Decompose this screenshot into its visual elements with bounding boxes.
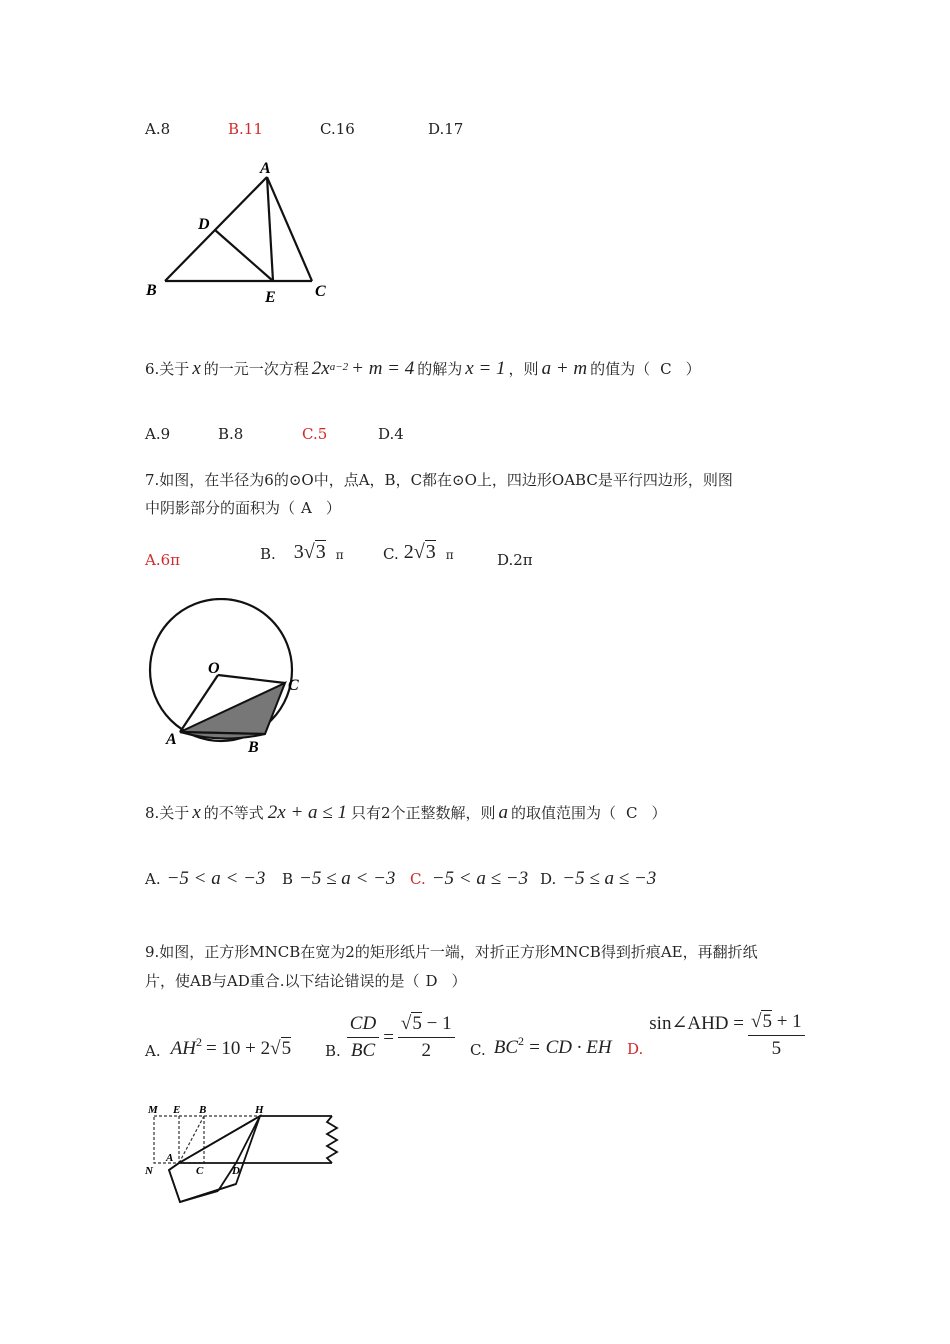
q7-line2-text: 中阴影部分的面积为（ <box>145 499 296 517</box>
q8-option-d-expr: −5 ≤ a ≤ −3 <box>562 868 657 889</box>
q7-option-c-radicand: 3 <box>425 541 436 563</box>
q9-answer: D <box>425 972 438 990</box>
q8-option-d-label: D. <box>540 870 557 888</box>
q6-var-x: x <box>192 358 201 379</box>
q5-option-a: A.8 <box>145 120 171 138</box>
q9-option-a-radicand: 5 <box>281 1038 292 1059</box>
q7-option-d: D.2π <box>497 551 533 569</box>
q7-label-o: O <box>208 660 220 677</box>
q6-stem <box>145 358 701 380</box>
q9-label-h: H <box>255 1104 264 1116</box>
q7-option-c <box>383 540 454 564</box>
q8-inequality: 2x + a ≤ 1 <box>267 802 347 823</box>
q8-prefix: 8.关于 <box>145 804 190 822</box>
q9-option-d-rhs-frac <box>748 1011 805 1060</box>
q6-equation-tail: + m = 4 <box>351 358 415 379</box>
q9-option-b-rnum: √5 − 1 <box>398 1013 455 1038</box>
q6-expr: a + m <box>541 358 588 379</box>
q9-option-c-rhs: = CD · EH <box>528 1037 612 1058</box>
q9-option-b <box>325 1013 455 1062</box>
q8-option-c <box>410 868 528 890</box>
q5-triangle-figure <box>140 155 340 310</box>
q9-option-b-den: BC <box>350 1040 376 1061</box>
q6-mid2: 的解为 <box>417 360 463 378</box>
q8-option-a-label: A. <box>145 870 161 888</box>
q9-label-e: E <box>173 1104 181 1116</box>
q9-label-a: A <box>166 1152 174 1164</box>
q9-option-a-label: A. <box>145 1042 161 1060</box>
q8-option-d <box>540 868 656 890</box>
q9-option-d <box>627 1011 805 1060</box>
q9-option-a-sup: 2 <box>195 1035 202 1049</box>
q5-option-c: C.16 <box>320 120 355 138</box>
q6-exponent: a−2 <box>329 361 349 373</box>
q6-close: ） <box>685 360 701 378</box>
q8-option-b-label: B <box>282 870 294 888</box>
q8-tail: 的取值范围为（ <box>511 804 617 822</box>
q9-line1: 9.如图，正方形MNCB在宽为2的矩形纸片一端，对折正方形MNCB得到折痕AE，再翻折纸 <box>145 943 758 961</box>
q7-line2 <box>145 497 341 518</box>
q9-label-c: C <box>196 1165 204 1177</box>
q5-label-a: A <box>260 160 271 177</box>
q9-option-c-sup: 2 <box>518 1034 524 1048</box>
q9-option-d-rnum-tail: + 1 <box>771 1011 802 1032</box>
q6-prefix: 6.关于 <box>145 360 190 378</box>
q6-option-c: C.5 <box>302 425 328 443</box>
q8-mid1: 的不等式 <box>203 804 264 822</box>
q6-mid3: ，则 <box>508 360 539 378</box>
q7-option-b-sqrt-sign: √ <box>303 541 315 563</box>
q9-option-a <box>145 1037 291 1060</box>
q6-answer: C <box>660 360 672 378</box>
q6-equation: 2x <box>311 358 330 379</box>
q7-option-c-label: C. <box>383 545 399 563</box>
q9-option-c <box>470 1034 612 1059</box>
q9-option-d-lhs: sin∠AHD = <box>649 1013 744 1034</box>
q9-fold-figure <box>140 1098 350 1208</box>
q7-label-a: A <box>166 731 177 748</box>
q5-label-b: B <box>146 282 157 299</box>
q9-option-c-lhs: BC <box>493 1037 518 1058</box>
q9-line2 <box>145 970 467 991</box>
q9-option-a-rhs: = 10 + 2 <box>205 1038 271 1059</box>
q7-circle-figure <box>140 598 320 758</box>
q9-label-m: M <box>148 1104 158 1116</box>
q8-answer: C <box>626 804 638 822</box>
q9-option-d-rnum-rad: 5 <box>762 1011 772 1032</box>
q5-label-c: C <box>315 283 326 300</box>
q8-option-b-expr: −5 ≤ a < −3 <box>299 868 396 889</box>
q8-stem <box>145 802 667 824</box>
q9-option-b-label: B. <box>325 1042 341 1060</box>
q7-option-b-label: B. <box>260 545 276 563</box>
q9-option-b-lhs-frac <box>347 1013 379 1062</box>
q8-var-a: a <box>498 802 508 823</box>
q9-line2-text: 片，使AB与AD重合.以下结论错误的是（ <box>145 972 420 990</box>
q7-label-c: C <box>288 677 299 694</box>
q6-option-a: A.9 <box>145 425 171 443</box>
q9-close: ） <box>451 972 467 990</box>
q8-option-a <box>145 868 265 890</box>
q9-option-b-num: CD <box>347 1013 379 1038</box>
q8-option-c-label: C. <box>410 870 426 888</box>
q5-option-b: B.11 <box>228 120 263 138</box>
q9-label-n: N <box>145 1165 153 1177</box>
q6-mid1: 的一元一次方程 <box>203 360 309 378</box>
q7-answer: A <box>301 499 312 517</box>
q9-option-b-rnum-rad: 5 <box>412 1013 422 1034</box>
q6-solution: x = 1 <box>465 358 506 379</box>
q6-tail: 的值为（ <box>590 360 651 378</box>
q7-option-b-radicand: 3 <box>315 541 326 563</box>
q9-option-d-rnum: √5 + 1 <box>748 1011 805 1036</box>
q7-close: ） <box>325 499 341 517</box>
q7-option-a: A.6π <box>145 551 181 569</box>
q5-label-e: E <box>265 289 276 306</box>
q8-close: ） <box>651 804 667 822</box>
q7-line1: 7.如图，在半径为6的⊙O中，点A，B，C都在⊙O上，四边形OABC是平行四边形，则图 <box>145 471 733 489</box>
q9-option-b-rnum-tail: − 1 <box>421 1013 452 1034</box>
q8-option-a-expr: −5 < a < −3 <box>166 868 266 889</box>
q8-mid2: 只有2个正整数解，则 <box>350 804 496 822</box>
q9-option-d-rden: 5 <box>771 1038 782 1059</box>
q9-option-b-rhs-frac <box>398 1013 455 1062</box>
q5-label-d: D <box>198 216 210 233</box>
q9-option-a-sqrt-sign: √ <box>270 1038 281 1059</box>
q5-option-d: D.17 <box>428 120 464 138</box>
q9-label-d: D <box>232 1165 240 1177</box>
q8-option-b <box>282 868 395 890</box>
q9-option-a-lhs: AH <box>170 1038 196 1059</box>
q7-option-c-sqrt-sign: √ <box>413 541 425 563</box>
q6-option-b: B.8 <box>218 425 244 443</box>
q9-option-b-eq: = <box>383 1026 394 1048</box>
q8-option-c-expr: −5 < a ≤ −3 <box>431 868 529 889</box>
q9-option-d-label: D. <box>627 1040 644 1058</box>
q7-label-b: B <box>248 739 259 756</box>
q7-option-c-coef: 2 <box>403 541 414 563</box>
q7-option-b <box>260 540 344 564</box>
q7-option-c-pi: π <box>445 548 454 562</box>
q9-option-b-rden: 2 <box>421 1040 431 1061</box>
q7-option-b-coef: 3 <box>293 541 304 563</box>
q7-option-b-pi: π <box>335 548 344 562</box>
q9-option-c-label: C. <box>470 1041 486 1059</box>
q8-var-x: x <box>192 802 201 823</box>
q6-option-d: D.4 <box>378 425 404 443</box>
q9-label-b: B <box>199 1104 207 1116</box>
